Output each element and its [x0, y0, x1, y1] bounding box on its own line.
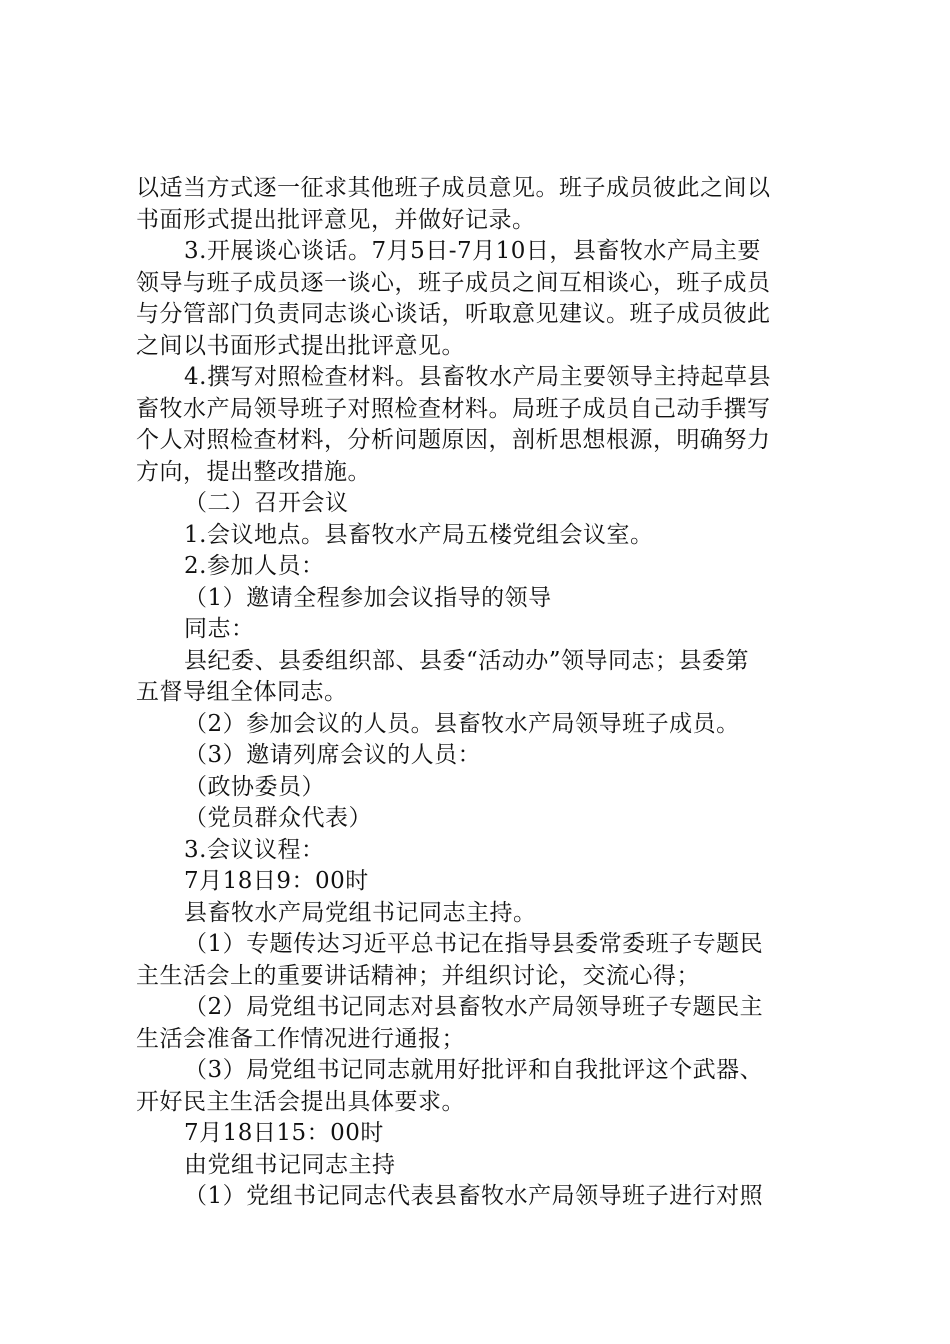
text-line: （1）邀请全程参加会议指导的领导 [184, 584, 552, 611]
text-line: （2）参加会议的人员。县畜牧水产局领导班子成员。 [184, 710, 740, 737]
text-line: 由党组书记同志主持 [184, 1151, 396, 1178]
text-line: 个人对照检查材料，分析问题原因，剖析思想根源，明确努力 [136, 427, 771, 453]
text-line: （1）专题传达习近平总书记在指导县委常委班子专题民 [184, 931, 764, 957]
text-line: （3）邀请列席会议的人员： [184, 742, 482, 768]
text-line: 2.参加人员： [184, 553, 325, 579]
text-line: 以适当方式逐一征求其他班子成员意见。班子成员彼此之间以 [136, 175, 771, 201]
text-line: 县畜牧水产局党组书记同志主持。 [184, 899, 537, 926]
text-line: （1）党组书记同志代表县畜牧水产局领导班子进行对照 [184, 1183, 764, 1209]
text-line: 书面形式提出批评意见，并做好记录。 [136, 206, 536, 233]
text-line: （2）局党组书记同志对县畜牧水产局领导班子专题民主 [184, 994, 764, 1020]
text-line: （政协委员） [184, 773, 325, 800]
text-line: 之间以书面形式提出批评意见。 [136, 332, 465, 359]
text-line: 县纪委、县委组织部、县委“活动办”领导同志；县委第 [184, 647, 750, 674]
text-line: 7月18日9：00时 [184, 868, 369, 894]
text-line: 领导与班子成员逐一谈心，班子成员之间互相谈心，班子成员 [136, 269, 771, 296]
document-body [136, 173, 826, 1213]
text-line: 同志： [184, 616, 255, 642]
text-line: 7月18日15：00时 [184, 1120, 384, 1146]
text-line: 主生活会上的重要讲话精神；并组织讨论，交流心得； [136, 962, 700, 989]
text-line: 生活会准备工作情况进行通报； [136, 1025, 465, 1052]
text-line: 畜牧水产局领导班子对照检查材料。局班子成员自己动手撰写 [136, 395, 771, 422]
text-line: （党员群众代表） [184, 805, 372, 831]
text-line: 1.会议地点。县畜牧水产局五楼党组会议室。 [184, 521, 654, 548]
text-line: 3.开展谈心谈话。7月5日-7月10日，县畜牧水产局主要 [184, 238, 761, 264]
text-line: 五督导组全体同志。 [136, 679, 348, 705]
text-line: （3）局党组书记同志就用好批评和自我批评这个武器、 [184, 1057, 764, 1083]
text-line: 与分管部门负责同志谈心谈话，听取意见建议。班子成员彼此 [136, 301, 771, 327]
text-line: 开好民主生活会提出具体要求。 [136, 1088, 465, 1115]
text-line: 4.撰写对照检查材料。县畜牧水产局主要领导主持起草县 [184, 364, 771, 390]
section-heading: （二）召开会议 [184, 490, 349, 516]
text-line: 方向，提出整改措施。 [136, 458, 371, 485]
text-line: 3.会议议程： [184, 836, 325, 863]
